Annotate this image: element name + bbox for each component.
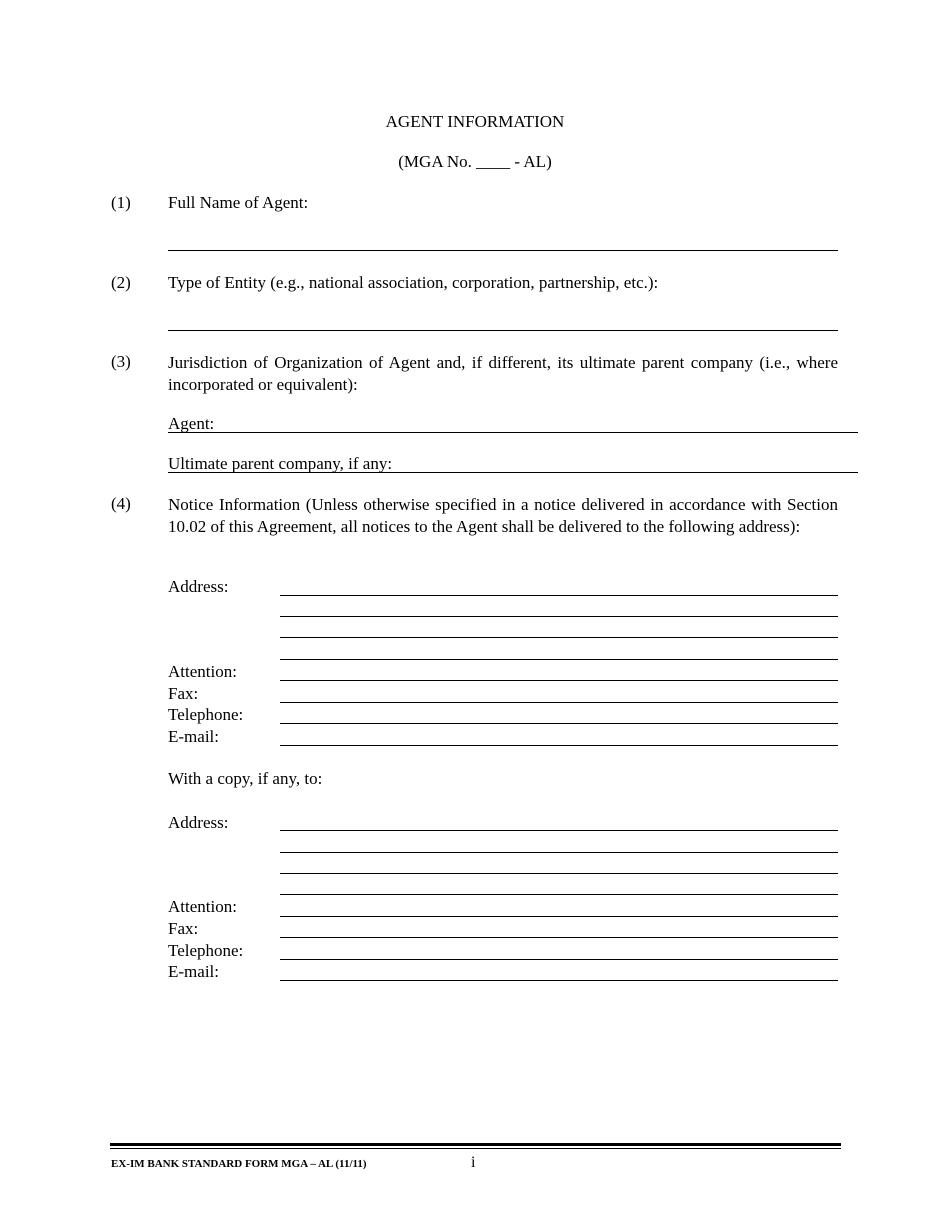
copy-attention-field[interactable] <box>280 916 838 917</box>
notice-email-label: E-mail: <box>168 727 219 746</box>
notice-email-field[interactable] <box>280 745 838 746</box>
copy-fax-label: Fax: <box>168 919 199 938</box>
footer-form-label: EX-IM BANK STANDARD FORM MGA – AL (11/11) <box>111 1158 367 1170</box>
section-3-label: Jurisdiction of Organization of Agent and, if different, its ultimate parent company (i.e., where incorporated or equivalent): <box>168 353 838 394</box>
jurisdiction-parent-label: Ultimate parent company, if any: <box>168 454 393 473</box>
section-1-number: (1) <box>111 193 131 212</box>
notice-address-label: Address: <box>168 577 229 596</box>
copy-email-field[interactable] <box>280 980 838 981</box>
jurisdiction-parent-field[interactable] <box>168 472 858 473</box>
notice-telephone-label: Telephone: <box>168 705 244 724</box>
copy-address-label: Address: <box>168 813 229 832</box>
notice-address-line-3[interactable] <box>280 637 838 638</box>
page-title: AGENT INFORMATION <box>385 112 565 131</box>
section-1-label: Full Name of Agent: <box>168 193 309 212</box>
copy-telephone-label: Telephone: <box>168 941 244 960</box>
agent-name-field[interactable] <box>168 250 838 251</box>
notice-address-line-4[interactable] <box>280 659 838 660</box>
footer-rule-thick <box>110 1143 841 1146</box>
notice-telephone-field[interactable] <box>280 723 838 724</box>
notice-attention-field[interactable] <box>280 680 838 681</box>
notice-attention-label: Attention: <box>168 662 237 681</box>
notice-fax-label: Fax: <box>168 684 199 703</box>
notice-fax-field[interactable] <box>280 702 838 703</box>
section-2-number: (2) <box>111 273 131 292</box>
page-number: i <box>471 1154 476 1171</box>
copy-address-line-3[interactable] <box>280 873 838 874</box>
notice-address-line-1[interactable] <box>280 595 838 596</box>
section-4-label: Notice Information (Unless otherwise specified in a notice delivered in accordance with Section 10.02 of this Agreement, all notices to the Agent shall be delivered to the following address): <box>168 495 838 536</box>
copy-heading: With a copy, if any, to: <box>168 769 323 788</box>
section-4-number: (4) <box>111 494 131 513</box>
mga-number: (MGA No. ____ - AL) <box>398 152 552 171</box>
footer-rule-thin <box>110 1148 841 1149</box>
entity-type-field[interactable] <box>168 330 838 331</box>
notice-address-line-2[interactable] <box>280 616 838 617</box>
copy-address-line-2[interactable] <box>280 852 838 853</box>
copy-fax-field[interactable] <box>280 937 838 938</box>
copy-email-label: E-mail: <box>168 962 219 981</box>
jurisdiction-agent-field[interactable] <box>168 432 858 433</box>
copy-address-line-4[interactable] <box>280 894 838 895</box>
jurisdiction-agent-label: Agent: <box>168 414 215 433</box>
section-2-label: Type of Entity (e.g., national association, corporation, partnership, etc.): <box>168 273 659 292</box>
section-3-number: (3) <box>111 352 131 371</box>
copy-address-line-1[interactable] <box>280 830 838 831</box>
copy-attention-label: Attention: <box>168 897 237 916</box>
copy-telephone-field[interactable] <box>280 959 838 960</box>
